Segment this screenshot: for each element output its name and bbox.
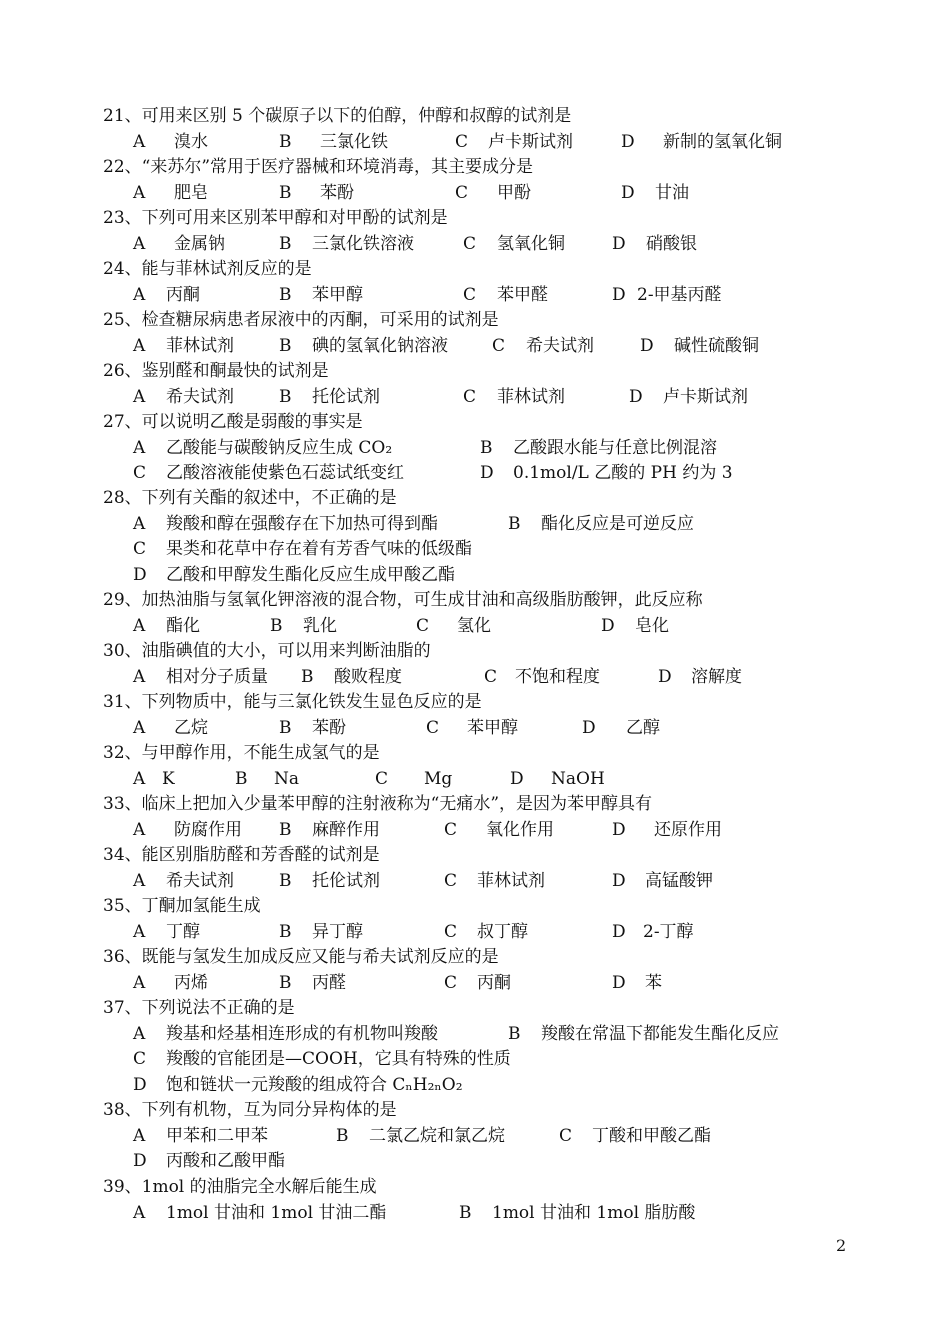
option-c-text: Mg [424, 769, 453, 789]
option-b: B [235, 769, 248, 789]
option-a-text: 1mol 甘油和 1mol 甘油二酯 [166, 1203, 387, 1223]
option-c-text: 苯甲醇 [467, 718, 518, 738]
question-options [0, 767, 950, 793]
option-c-text: 不饱和程度 [515, 667, 600, 687]
option-c-text: 氧化作用 [486, 820, 554, 840]
option-a-text: 甲苯和二甲苯 [166, 1126, 268, 1146]
option-a: A [133, 718, 146, 738]
option-a: A [133, 973, 146, 993]
option-a: A [133, 871, 146, 891]
question-options [0, 614, 950, 640]
option-b: B [336, 1126, 349, 1146]
question-options [0, 1201, 950, 1227]
option-b: B [279, 820, 292, 840]
option-d-text: NaOH [551, 769, 605, 789]
option-b: B [270, 616, 283, 636]
option-b-text: 酸败程度 [334, 667, 402, 687]
question-options [0, 1047, 950, 1073]
option-a: A [133, 1203, 146, 1223]
option-b: B [279, 132, 292, 152]
option-d: D [601, 616, 615, 636]
option-a: A [133, 234, 146, 254]
option-b: B [459, 1203, 472, 1223]
option-a-text: 相对分子质量 [166, 667, 268, 687]
option-c: C [455, 132, 469, 152]
question-options [0, 461, 950, 487]
question-stem: 31、下列物质中，能与三氯化铁发生显色反应的是 [103, 692, 482, 712]
question-stem: 32、与甲醇作用，不能生成氢气的是 [103, 743, 380, 763]
option-c: C [426, 718, 440, 738]
option-d-text: 乙酸和甲醇发生酯化反应生成甲酸乙酯 [166, 565, 455, 585]
option-d: D [582, 718, 596, 738]
option-a: A [133, 132, 146, 152]
option-c: C [455, 183, 469, 203]
question-stem: 25、检查糖尿病患者尿液中的丙酮，可采用的试剂是 [103, 310, 499, 330]
option-d: D [612, 285, 626, 305]
question-stem: 37、下列说法不正确的是 [103, 998, 295, 1018]
option-b-text: 麻醉作用 [312, 820, 380, 840]
question-options [0, 1022, 950, 1048]
option-d-text: 硝酸银 [646, 234, 697, 254]
option-a: A [133, 667, 146, 687]
option-b-text: 乙酸跟水能与任意比例混溶 [513, 438, 717, 458]
option-c: C [375, 769, 389, 789]
option-b: B [279, 922, 292, 942]
option-b-text: 羧酸在常温下都能发生酯化反应 [541, 1024, 779, 1044]
option-d-text: 甘油 [655, 183, 689, 203]
option-d-text: 2-甲基丙醛 [637, 285, 722, 305]
option-c: C [416, 616, 430, 636]
option-d-text: 0.1mol/L 乙酸的 PH 约为 3 [513, 463, 733, 483]
option-a: A [133, 183, 146, 203]
option-d: D [621, 132, 635, 152]
question-options [0, 436, 950, 462]
question-stem: 22、“来苏尔”常用于医疗器械和环境消毒，其主要成分是 [103, 157, 534, 177]
question-options [0, 869, 950, 895]
option-c-text: 苯甲醛 [497, 285, 548, 305]
option-d: D [133, 565, 147, 585]
question-options [0, 181, 950, 207]
option-b-text: 丙醛 [312, 973, 346, 993]
option-b: B [301, 667, 314, 687]
question-stem: 36、既能与氢发生加成反应又能与希夫试剂反应的是 [103, 947, 499, 967]
question-options [0, 818, 950, 844]
option-d-text: 丙酸和乙酸甲酯 [166, 1151, 285, 1171]
option-c: C [133, 1049, 147, 1069]
question-options [0, 537, 950, 563]
question-stem: 24、能与菲林试剂反应的是 [103, 259, 312, 279]
question-options [0, 283, 950, 309]
option-a: A [133, 438, 146, 458]
option-b-text: 三氯化铁溶液 [312, 234, 414, 254]
option-a: A [133, 514, 146, 534]
option-c-text: 乙酸溶液能使紫色石蕊试纸变红 [166, 463, 404, 483]
option-d-text: 苯 [645, 973, 662, 993]
option-c: C [444, 820, 458, 840]
option-a: A [133, 769, 146, 789]
option-b: B [279, 718, 292, 738]
option-d: D [612, 871, 626, 891]
option-a: A [133, 820, 146, 840]
question-stem: 27、可以说明乙酸是弱酸的事实是 [103, 412, 363, 432]
option-d-text: 2-丁醇 [643, 922, 694, 942]
option-a: A [133, 616, 146, 636]
option-d-text: 碱性硫酸铜 [674, 336, 759, 356]
option-b-text: 酯化反应是可逆反应 [541, 514, 694, 534]
option-a-text: 羧酸和醇在强酸存在下加热可得到酯 [166, 514, 438, 534]
option-d-text: 还原作用 [654, 820, 722, 840]
option-d: D [612, 820, 626, 840]
option-b: B [279, 285, 292, 305]
question-stem: 23、下列可用来区别苯甲醇和对甲酚的试剂是 [103, 208, 448, 228]
option-d: D [612, 973, 626, 993]
option-a: A [133, 336, 146, 356]
question-stem: 26、鉴别醛和酮最快的试剂是 [103, 361, 329, 381]
option-a-text: 金属钠 [174, 234, 225, 254]
option-c-text: 甲酚 [497, 183, 531, 203]
option-c-text: 氢氧化铜 [497, 234, 565, 254]
option-d: D [133, 1151, 147, 1171]
option-c: C [444, 871, 458, 891]
option-a-text: 丁醇 [166, 922, 200, 942]
option-b-text: 三氯化铁 [320, 132, 388, 152]
option-b: B [279, 973, 292, 993]
option-b: B [480, 438, 493, 458]
question-options [0, 563, 950, 589]
question-options [0, 385, 950, 411]
option-a-text: 羧基和烃基相连形成的有机物叫羧酸 [166, 1024, 438, 1044]
option-c-text: 希夫试剂 [526, 336, 594, 356]
option-c-text: 丁酸和甲酸乙酯 [592, 1126, 711, 1146]
question-stem: 34、能区别脂肪醛和芳香醛的试剂是 [103, 845, 380, 865]
option-d-text: 高锰酸钾 [645, 871, 713, 891]
option-b-text: 碘的氢氧化钠溶液 [312, 336, 448, 356]
question-options [0, 1149, 950, 1175]
option-c-text: 叔丁醇 [477, 922, 528, 942]
question-options [0, 334, 950, 360]
option-d-text: 卢卡斯试剂 [663, 387, 748, 407]
question-options [0, 232, 950, 258]
option-b-text: 苯酚 [320, 183, 354, 203]
option-c-text: 氢化 [457, 616, 491, 636]
option-b: B [279, 336, 292, 356]
option-c-text: 菲林试剂 [497, 387, 565, 407]
option-d-text: 溶解度 [691, 667, 742, 687]
option-d: D [621, 183, 635, 203]
option-a: A [133, 285, 146, 305]
option-b: B [279, 871, 292, 891]
option-a: A [133, 1126, 146, 1146]
option-a-text: 丙酮 [166, 285, 200, 305]
option-a-text: 酯化 [166, 616, 200, 636]
option-c-text: 丙酮 [477, 973, 511, 993]
option-a-text: 溴水 [174, 132, 208, 152]
option-b-text: 苯甲醇 [312, 285, 363, 305]
option-c-text: 卢卡斯试剂 [488, 132, 573, 152]
option-b: B [279, 387, 292, 407]
option-b: B [508, 1024, 521, 1044]
question-stem: 30、油脂碘值的大小，可以用来判断油脂的 [103, 641, 431, 661]
page-number: 2 [836, 1236, 847, 1255]
option-b-text: 异丁醇 [312, 922, 363, 942]
option-d: D [612, 234, 626, 254]
question-stem: 33、临床上把加入少量苯甲醇的注射液称为“无痛水”，是因为苯甲醇具有 [103, 794, 653, 814]
option-a: A [133, 1024, 146, 1044]
option-d-text: 饱和链状一元羧酸的组成符合 CₙH₂ₙO₂ [166, 1075, 463, 1095]
option-d: D [629, 387, 643, 407]
option-c: C [133, 463, 147, 483]
option-b: B [279, 183, 292, 203]
option-a: A [133, 922, 146, 942]
option-a-text: 肥皂 [174, 183, 208, 203]
option-c: C [444, 973, 458, 993]
question-options [0, 971, 950, 997]
question-stem: 35、丁酮加氢能生成 [103, 896, 261, 916]
question-options [0, 1124, 950, 1150]
option-a: A [133, 387, 146, 407]
question-options [0, 665, 950, 691]
question-stem: 29、加热油脂与氢氧化钾溶液的混合物，可生成甘油和高级脂肪酸钾，此反应称 [103, 590, 703, 610]
question-stem: 39、1mol 的油脂完全水解后能生成 [103, 1177, 377, 1197]
option-c-text: 羧酸的官能团是—COOH，它具有特殊的性质 [166, 1049, 511, 1069]
question-options [0, 130, 950, 156]
question-options [0, 920, 950, 946]
option-d: D [658, 667, 672, 687]
question-stem: 21、可用来区别 5 个碳原子以下的伯醇，仲醇和叔醇的试剂是 [103, 106, 572, 126]
option-b-text: 托伦试剂 [312, 387, 380, 407]
option-d-text: 新制的氢氧化铜 [663, 132, 782, 152]
option-c: C [559, 1126, 573, 1146]
option-a-text: 希夫试剂 [166, 387, 234, 407]
option-a-text: 乙酸能与碳酸钠反应生成 CO₂ [166, 438, 393, 458]
option-a-text: 希夫试剂 [166, 871, 234, 891]
option-a-text: 丙烯 [174, 973, 208, 993]
question-stem: 28、下列有关酯的叙述中，不正确的是 [103, 488, 397, 508]
option-d: D [480, 463, 494, 483]
option-c: C [484, 667, 498, 687]
option-b-text: 1mol 甘油和 1mol 脂肪酸 [492, 1203, 696, 1223]
option-b-text: 二氯乙烷和氯乙烷 [369, 1126, 505, 1146]
option-a-text: 乙烷 [174, 718, 208, 738]
option-c: C [133, 539, 147, 559]
question-options [0, 512, 950, 538]
option-c-text: 菲林试剂 [477, 871, 545, 891]
option-d: D [612, 922, 626, 942]
option-b: B [279, 234, 292, 254]
option-a-text: 菲林试剂 [166, 336, 234, 356]
option-c: C [463, 387, 477, 407]
question-stem: 38、下列有机物，互为同分异构体的是 [103, 1100, 397, 1120]
option-d-text: 乙醇 [626, 718, 660, 738]
option-c: C [444, 922, 458, 942]
option-b-text: 乳化 [303, 616, 337, 636]
question-options [0, 1073, 950, 1099]
option-d: D [133, 1075, 147, 1095]
option-c-text: 果类和花草中存在着有芳香气味的低级酯 [166, 539, 472, 559]
option-b-text: 托伦试剂 [312, 871, 380, 891]
option-a-text: 防腐作用 [174, 820, 242, 840]
option-c: C [463, 285, 477, 305]
option-a-text: K [162, 769, 175, 789]
option-b-text: Na [274, 769, 300, 789]
option-d: D [640, 336, 654, 356]
option-c: C [463, 234, 477, 254]
option-d: D [510, 769, 524, 789]
option-d-text: 皂化 [635, 616, 669, 636]
question-options [0, 716, 950, 742]
option-b-text: 苯酚 [312, 718, 346, 738]
option-b: B [508, 514, 521, 534]
option-c: C [492, 336, 506, 356]
